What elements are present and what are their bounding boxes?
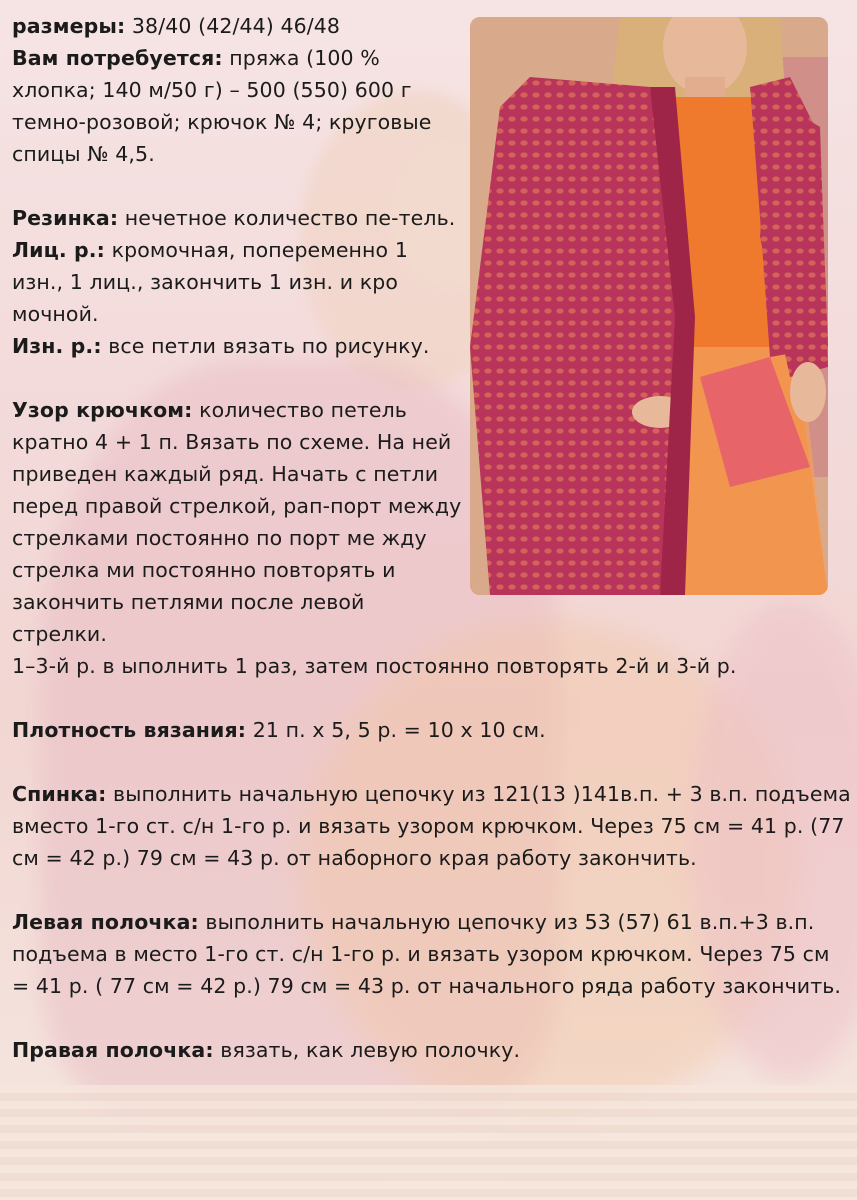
materials-paragraph (12, 42, 462, 170)
back-paragraph (12, 778, 852, 874)
rib-paragraph (12, 202, 462, 330)
sizes-label: размеры: (12, 14, 126, 38)
left-front-label: Левая полочка: (12, 910, 199, 934)
gauge-paragraph (12, 714, 852, 746)
gauge-label: Плотность вязания: (12, 718, 247, 742)
rows-note: 1–3-й р. в ыполнить 1 раз, затем постоянно повторять 2-й и 3-й р. (12, 654, 737, 678)
rib-purl-paragraph (12, 330, 462, 362)
crochet-pattern-paragraph (12, 394, 462, 650)
gauge-value: 21 п. х 5, 5 р. = 10 х 10 см. (246, 718, 546, 742)
rib-label: Резинка: (12, 206, 119, 230)
rib-knit-label: Лиц. р.: (12, 238, 105, 262)
right-front-label: Правая полочка: (12, 1038, 214, 1062)
sizes-paragraph (12, 10, 462, 42)
left-front-paragraph (12, 906, 852, 1002)
rib-knit-value: кромочная, попеременно 1 изн., 1 лиц., закончить 1 изн. и кро мочной. (12, 238, 408, 326)
background-floor (0, 1085, 857, 1200)
rib-value: нечетное количество пе-тель. (118, 206, 456, 230)
sizes-value: 38/40 (42/44) 46/48 (125, 14, 341, 38)
left-front-value: выполнить начальную цепочку из 53 (57) 61 в.п.+3 в.п. подъема в место 1-го ст. с/н 1-го р. и вязать узором крючком. Через 75 см = 41 р. ( 77 см = 42 р.) 79 см = 43 р. от начального ряда работу закончить. (12, 910, 842, 998)
crochet-pattern-label: Узор крючком: (12, 398, 193, 422)
right-front-value: вязать, как левую полочку. (213, 1038, 521, 1062)
back-label: Спинка: (12, 782, 107, 806)
right-front-paragraph (12, 1034, 852, 1066)
materials-value: пряжа (100 % хлопка; 140 м/50 г) – 500 (550) 600 г темно-розовой; крючок № 4; круговые спицы № 4,5. (12, 46, 432, 166)
materials-label: Вам потребуется: (12, 46, 223, 70)
back-value: выполнить начальную цепочку из 121(13 )141в.п. + 3 в.п. подъема вместо 1-го ст. с/н 1-го р. и вязать узором крючком. Через 75 см = 41 р. (77 см = 42 р.) 79 см = 43 р. от наборного края работу закончить. (12, 782, 851, 870)
rib-purl-label: Изн. р.: (12, 334, 102, 358)
crochet-pattern-value: количество петель кратно 4 + 1 п. Вязать по схеме. На ней приведен каждый ряд. Начать с петли перед правой стрелкой, рап-порт между стрелками постоянно по порт ме жду стрелка ми постоянно повторять и закончить петлями после левой стрелки. (12, 398, 462, 646)
rib-purl-value: все петли вязать по рисунку. (101, 334, 430, 358)
pattern-text (12, 10, 852, 1066)
